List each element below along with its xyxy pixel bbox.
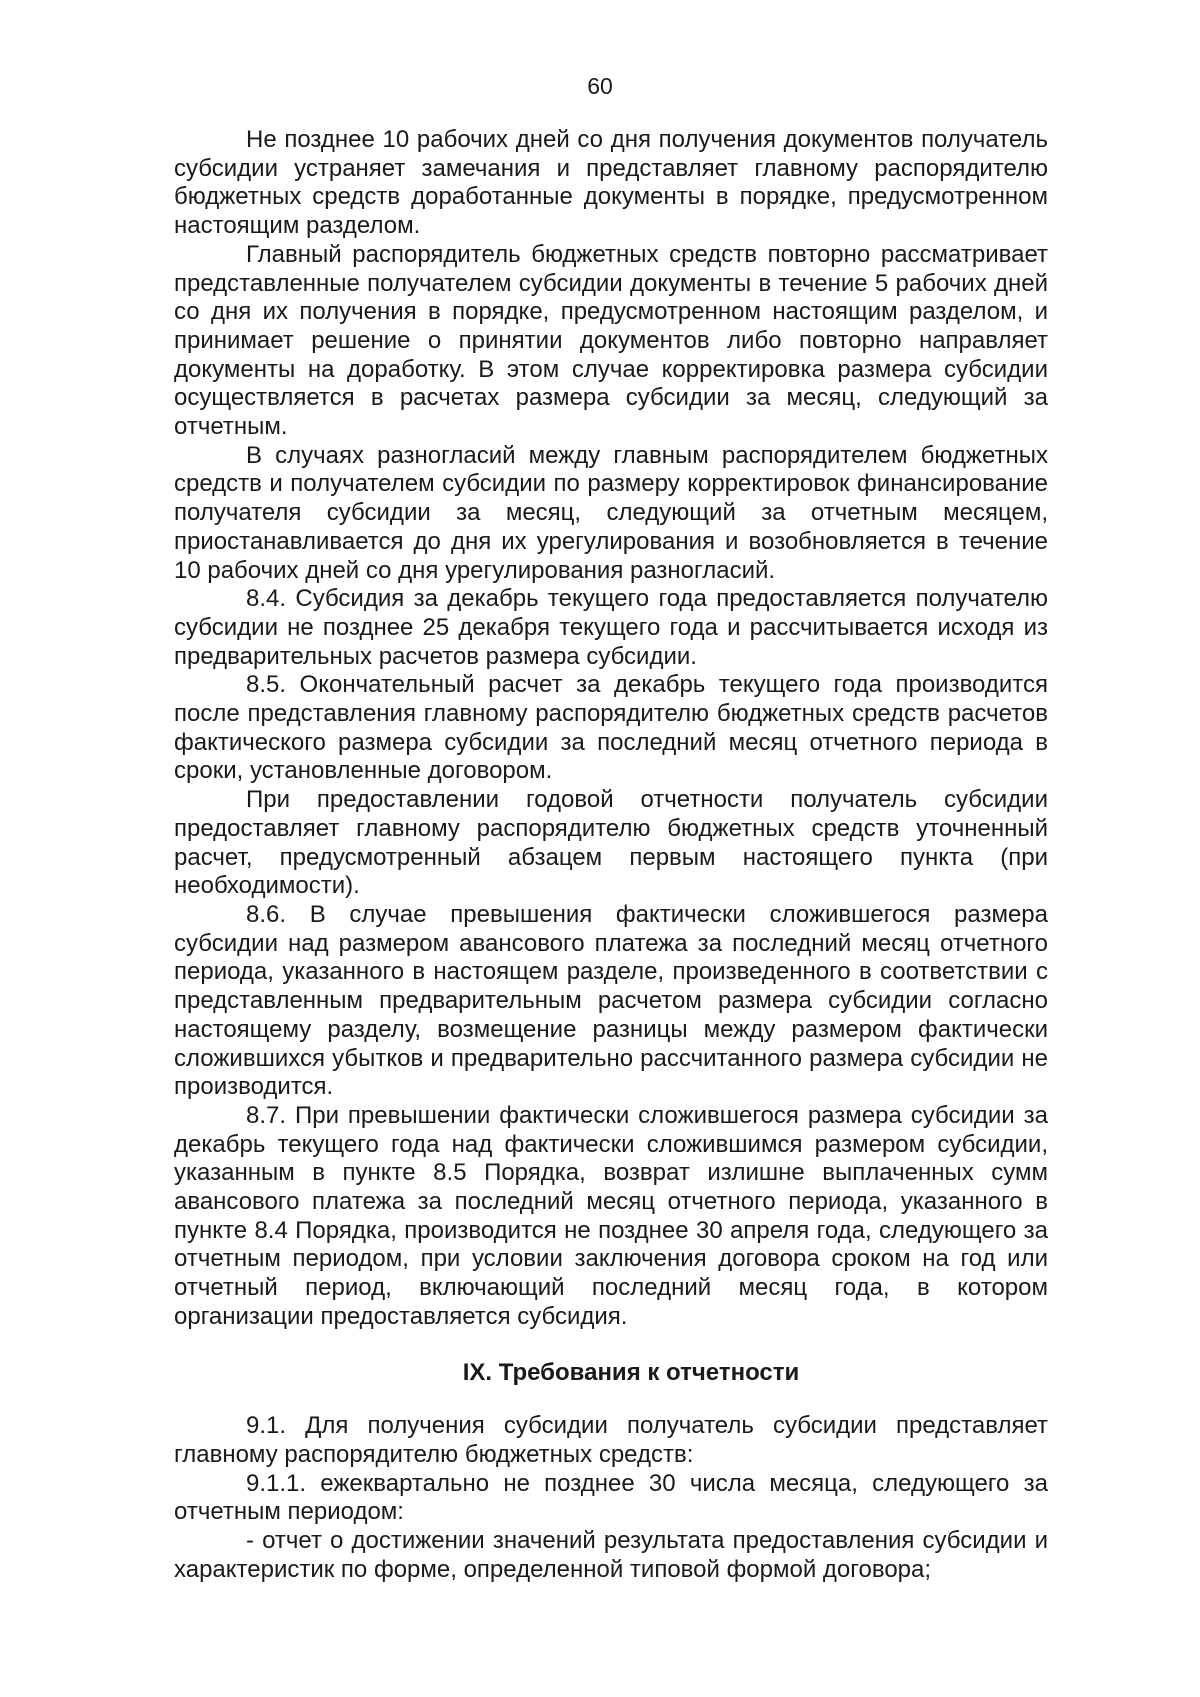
paragraph: Главный распорядитель бюджетных средств повторно рассматривает представленные получателем субсидии документы в течение 5 рабочих дней со дня их получения в порядке, предусмотренном настоящим разделом, и принимает решение о принятии документов либо повторно направляет документы на доработку. В этом случае корректировка размера субсидии осуществляется в расчетах размера субсидии за месяц, следующий за отчетным. <box>174 240 1048 441</box>
paragraph: 9.1.1. ежеквартально не позднее 30 числа месяца, следующего за отчетным периодом: <box>174 1469 1048 1526</box>
page-number: 60 <box>587 73 613 99</box>
section-heading: IX. Требования к отчетности <box>462 1358 800 1386</box>
document-body <box>174 126 1048 1584</box>
paragraph: При предоставлении годовой отчетности получатель субсидии предоставляет главному распорядителю бюджетных средств уточненный расчет, предусмотренный абзацем первым настоящего пункта (при необходимости). <box>174 786 1048 900</box>
paragraph: - отчет о достижении значений результата предоставления субсидии и характеристик по форме, определенной типовой формой договора; <box>174 1527 1048 1583</box>
paragraph: 8.5. Окончательный расчет за декабрь текущего года производится после представления главному распорядителю бюджетных средств расчетов фактического размера субсидии за последний месяц отчетного периода в сроки, установленные договором. <box>174 671 1048 785</box>
paragraph: 8.6. В случае превышения фактически сложившегося размера субсидии над размером авансового платежа за последний месяц отчетного периода, указанного в настоящем разделе, произведенного в соответствии с представленным предварительным расчетом размера субсидии согласно настоящему разделу, возмещение разницы между размером фактически сложившихся убытков и предварительно рассчитанного размера субсидии не производится. <box>174 900 1048 1101</box>
paragraph: 8.4. Субсидия за декабрь текущего года предоставляется получателю субсидии не позднее 25 декабря текущего года и рассчитывается исходя из предварительных расчетов размера субсидии. <box>174 585 1048 670</box>
paragraph: Не позднее 10 рабочих дней со дня получения документов получатель субсидии устраняет замечания и представляет главному распорядителю бюджетных средств доработанные документы в порядке, предусмотренном настоящим разделом. <box>174 126 1048 240</box>
paragraph: 9.1. Для получения субсидии получатель субсидии представляет главному распорядителю бюджетных средств: <box>174 1412 1048 1468</box>
paragraph: В случаях разногласий между главным распорядителем бюджетных средств и получателем субсидии по размеру корректировок финансирование получателя субсидии за месяц, следующий за отчетным месяцем, приостанавливается до дня их урегулирования и возобновляется в течение 10 рабочих дней со дня урегулирования разногласий. <box>174 441 1048 584</box>
paragraph: 8.7. При превышении фактически сложившегося размера субсидии за декабрь текущего года над фактически сложившимся размером субсидии, указанным в пункте 8.5 Порядка, возврат излишне выплаченных сумм авансового платежа за последний месяц отчетного периода, указанного в пункте 8.4 Порядка, производится не позднее 30 апреля года, следующего за отчетным периодом, при условии заключения договора сроком на год или отчетный период, включающий последний месяц года, в котором организации предоставляется субсидия. <box>174 1101 1048 1330</box>
